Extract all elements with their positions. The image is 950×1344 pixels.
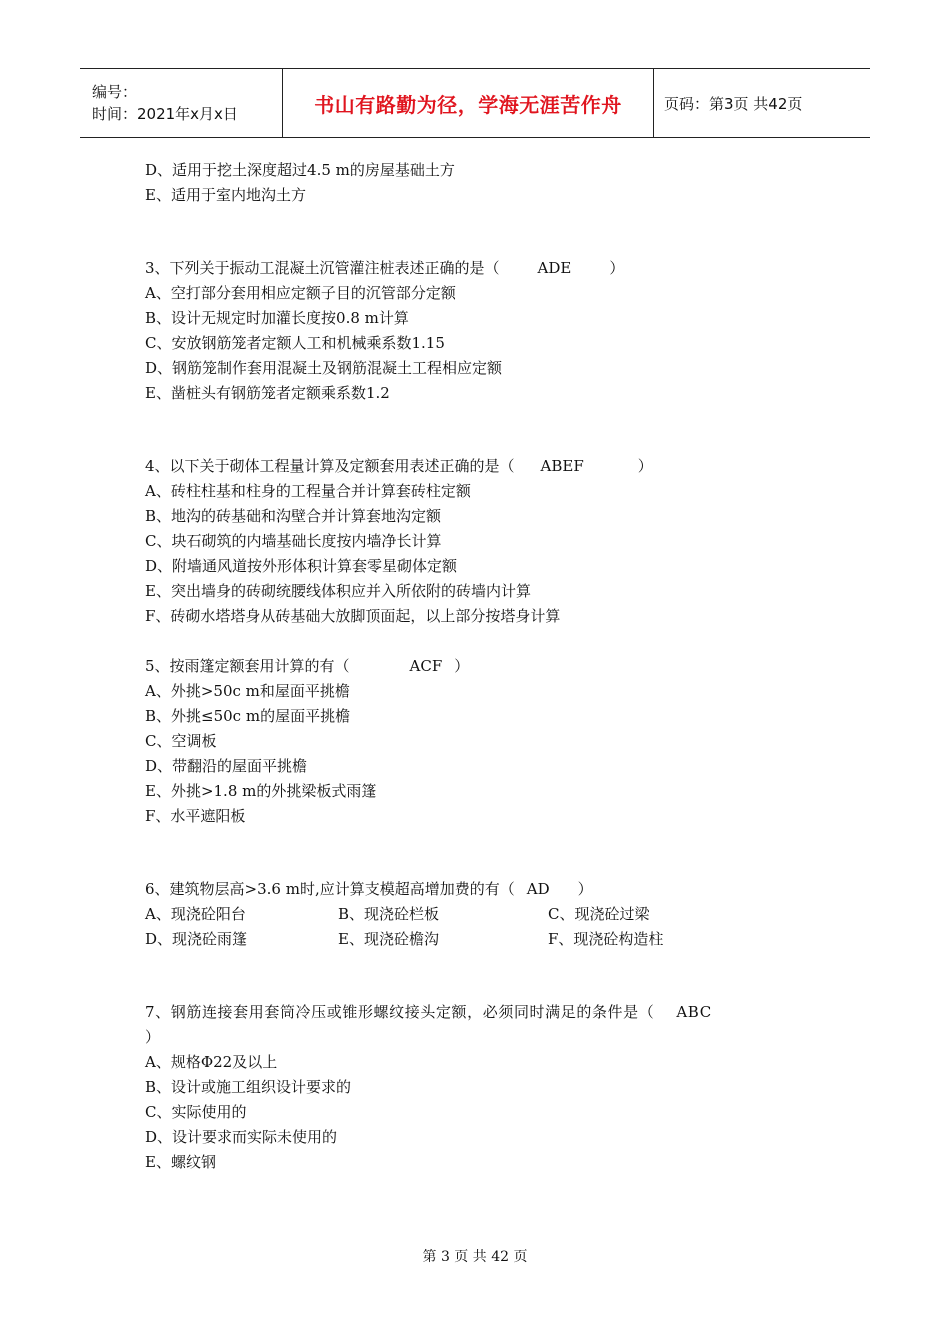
q5-stem: 5、按雨篷定额套用计算的有（ ACF ） xyxy=(145,654,825,679)
q7-option-c: C、实际使用的 xyxy=(145,1103,247,1121)
q7-option-b: B、设计或施工组织设计要求的 xyxy=(145,1078,352,1096)
q5-option-a: A、外挑>50c m和屋面平挑檐 xyxy=(145,682,350,700)
page-header xyxy=(80,68,870,138)
q7-stem: 7、钢筋连接套用套筒冷压或锥形螺纹接头定额，必须同时满足的条件是（ ABC xyxy=(145,1000,825,1025)
q4-stem: 4、以下关于砌体工程量计算及定额套用表述正确的是（ ABEF ） xyxy=(145,454,825,479)
page-info-text: 页码：第3页 共42页 xyxy=(664,94,803,113)
q5-option-e: E、外挑>1.8 m的外挑梁板式雨篷 xyxy=(145,782,377,800)
q3-option-c: C、安放钢筋笼者定额人工和机械乘系数1.15 xyxy=(145,334,445,352)
q7-answer: ABC xyxy=(676,1003,712,1021)
q3-option-b: B、设计无规定时加灌长度按0.8 m计算 xyxy=(145,309,409,327)
q6-option-a: A、现浇砼阳台 xyxy=(145,905,246,923)
q4-option-e: E、突出墙身的砖砌统腰线体积应并入所依附的砖墙内计算 xyxy=(145,582,531,600)
q2-option-d: D、适用于挖土深度超过4.5 m的房屋基础土方 xyxy=(145,161,455,179)
page-footer: 第 3 页 共 42 页 xyxy=(422,1249,528,1265)
header-page-info xyxy=(654,69,870,137)
q7-stem-close: ） xyxy=(145,1028,161,1046)
q4-option-c: C、块石砌筑的内墙基础长度按内墙净长计算 xyxy=(145,532,442,550)
header-meta xyxy=(80,69,282,137)
q6-option-f: F、现浇砼构造柱 xyxy=(548,930,664,948)
q6-options-row-1 xyxy=(145,902,825,927)
q4-option-d: D、附墙通风道按外形体积计算套零星砌体定额 xyxy=(145,557,458,575)
date-label: 时间：2021年x月x日 xyxy=(92,105,238,123)
q5-option-d: D、带翻沿的屋面平挑檐 xyxy=(145,757,308,775)
q6-stem: 6、建筑物层高>3.6 m时,应计算支模超高增加费的有（ AD ） xyxy=(145,877,825,902)
q3-answer: ADE xyxy=(537,259,572,277)
q7-option-e: E、螺纹钢 xyxy=(145,1153,216,1171)
q4-option-b: B、地沟的砖基础和沟壁合并计算套地沟定额 xyxy=(145,507,442,525)
q4-option-f: F、砖砌水塔塔身从砖基础大放脚顶面起，以上部分按塔身计算 xyxy=(145,607,561,625)
q6-option-e: E、现浇砼檐沟 xyxy=(338,930,439,948)
q5-option-f: F、水平遮阳板 xyxy=(145,807,246,825)
header-motto-cell xyxy=(282,69,654,137)
q7-option-a: A、规格Φ22及以上 xyxy=(145,1053,278,1071)
q6-option-c: C、现浇砼过梁 xyxy=(548,905,650,923)
q3-stem: 3、下列关于振动工混凝土沉管灌注桩表述正确的是（ ADE ） xyxy=(145,256,825,281)
q6-answer: AD xyxy=(526,880,550,898)
q5-option-c: C、空调板 xyxy=(145,732,217,750)
q3-option-e: E、凿桩头有钢筋笼者定额乘系数1.2 xyxy=(145,384,390,402)
q5-answer: ACF xyxy=(409,657,443,675)
q5-option-b: B、外挑≤50c m的屋面平挑檐 xyxy=(145,707,351,725)
q3-option-a: A、空打部分套用相应定额子目的沉管部分定额 xyxy=(145,284,456,302)
q3-option-d: D、钢筋笼制作套用混凝土及钢筋混凝土工程相应定额 xyxy=(145,359,503,377)
code-label: 编号： xyxy=(92,83,138,101)
q6-options-row-2 xyxy=(145,927,825,952)
q2-option-e: E、适用于室内地沟土方 xyxy=(145,186,306,204)
q4-option-a: A、砖柱柱基和柱身的工程量合并计算套砖柱定额 xyxy=(145,482,471,500)
q4-answer: ABEF xyxy=(540,457,584,475)
document-body xyxy=(145,158,825,1175)
q6-option-d: D、现浇砼雨篷 xyxy=(145,930,248,948)
q6-option-b: B、现浇砼栏板 xyxy=(338,905,440,923)
q7-option-d: D、设计要求而实际未使用的 xyxy=(145,1128,338,1146)
motto-text: 书山有路勤为径，学海无涯苦作舟 xyxy=(314,92,622,117)
